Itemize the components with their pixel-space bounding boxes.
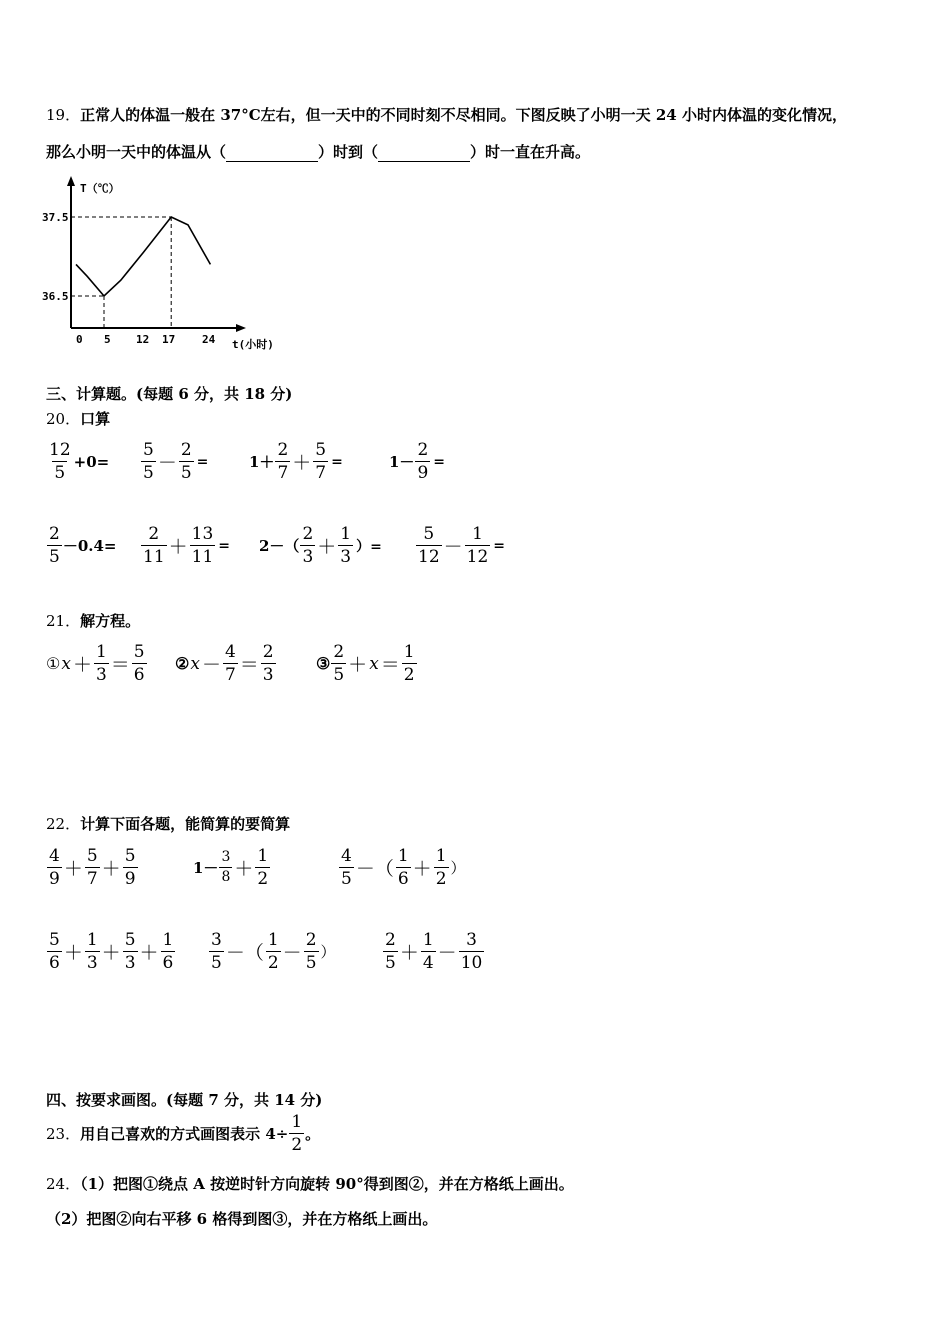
close-paren: ） xyxy=(450,859,466,877)
denominator: 6 xyxy=(49,953,60,973)
fraction xyxy=(190,524,216,567)
fraction xyxy=(338,524,353,567)
denominator: 2 xyxy=(267,953,279,973)
operator: －（ xyxy=(225,942,264,964)
numerator: 1 xyxy=(397,846,409,866)
denominator: 7 xyxy=(277,463,289,483)
operator: － xyxy=(157,452,177,474)
numerator: 1 xyxy=(435,846,447,866)
denominator: 11 xyxy=(143,547,165,567)
operator: － xyxy=(443,536,463,558)
q20-item-4 xyxy=(389,440,445,483)
operator: － xyxy=(437,942,457,964)
equals: ＝ xyxy=(110,654,130,676)
operator: ＋ xyxy=(399,942,419,964)
numerator: 1 xyxy=(257,846,269,866)
fraction xyxy=(459,930,485,973)
q20-number: 20． xyxy=(46,410,81,428)
denominator: 3 xyxy=(262,665,274,685)
numerator: 2 xyxy=(49,524,60,544)
q19-number: 19． xyxy=(46,106,81,124)
equals: ＝ xyxy=(239,654,259,676)
numerator: 1 xyxy=(162,930,174,950)
fraction xyxy=(47,930,62,973)
numerator: 4 xyxy=(49,846,60,866)
fraction xyxy=(47,440,73,483)
denominator: 12 xyxy=(466,547,489,567)
q21-title xyxy=(46,610,140,631)
numerator: 2 xyxy=(148,524,160,544)
chart-y-arrow xyxy=(67,176,75,186)
fraction xyxy=(85,930,100,973)
q20-title-text: 口算 xyxy=(80,410,111,428)
q21-title-text: 解方程。 xyxy=(80,612,141,630)
chart-x-arrow xyxy=(236,324,246,332)
operator: ＋ xyxy=(101,858,121,880)
numerator: 5 xyxy=(423,524,435,544)
denominator: 12 xyxy=(418,547,440,567)
denominator: 10 xyxy=(460,953,483,973)
q19-text-b: ）时到（ xyxy=(318,143,379,161)
fraction xyxy=(47,524,62,567)
operator: ＋ xyxy=(317,536,337,558)
denominator: 2 xyxy=(291,1135,303,1155)
denominator: 7 xyxy=(224,665,236,685)
q22-item-3 xyxy=(338,846,467,889)
q23-tail: 。 xyxy=(305,1125,321,1143)
numerator: 5 xyxy=(49,930,60,950)
numerator: 5 xyxy=(124,930,136,950)
denominator: 5 xyxy=(385,953,396,973)
denominator: 5 xyxy=(54,463,66,483)
q21-equation-1 xyxy=(46,642,148,685)
equals: = xyxy=(493,537,506,554)
fraction xyxy=(209,930,224,973)
equation-mark: ③ xyxy=(316,654,331,673)
denominator: 8 xyxy=(221,869,231,885)
numerator: 5 xyxy=(133,642,145,662)
operator: ＋ xyxy=(63,858,83,880)
suffix: ）= xyxy=(356,538,382,555)
section3-title: 三、计算题。(每题 6 分，共 18 分) xyxy=(46,385,293,403)
operator: ＋ xyxy=(139,942,159,964)
fraction xyxy=(47,846,62,889)
numerator: 4 xyxy=(341,846,352,866)
q22-item-2 xyxy=(193,846,271,889)
fraction xyxy=(219,849,232,886)
operator: － xyxy=(201,654,221,676)
denominator: 6 xyxy=(162,953,174,973)
operator: ＋ xyxy=(63,942,83,964)
denominator: 3 xyxy=(340,547,352,567)
denominator: 2 xyxy=(403,665,415,685)
numerator: 4 xyxy=(224,642,236,662)
numerator: 2 xyxy=(262,642,274,662)
denominator: 5 xyxy=(305,953,317,973)
numerator: 5 xyxy=(315,440,327,460)
denominator: 5 xyxy=(211,953,222,973)
denominator: 6 xyxy=(397,869,409,889)
operator: －（ xyxy=(355,858,394,880)
equation-mark: ① xyxy=(46,654,61,673)
numerator: 2 xyxy=(385,930,396,950)
denominator: 4 xyxy=(422,953,434,973)
denominator: 11 xyxy=(191,547,214,567)
denominator: 7 xyxy=(86,869,98,889)
numerator: 2 xyxy=(305,930,317,950)
chart-y-label: T（℃） xyxy=(80,182,120,195)
fraction xyxy=(331,642,346,685)
fraction xyxy=(255,846,270,889)
fraction xyxy=(275,440,290,483)
fraction xyxy=(85,846,100,889)
q24-line2: （2）把图②向右平移 6 格得到图③，并在方格纸上画出。 xyxy=(46,1210,438,1228)
fraction xyxy=(339,846,354,889)
operator: ＋ xyxy=(168,536,188,558)
operator: ＋ xyxy=(72,654,92,676)
q19-line2 xyxy=(46,141,590,162)
fraction xyxy=(416,524,442,567)
q24-line1 xyxy=(46,1173,574,1194)
denominator: 5 xyxy=(143,463,154,483)
tail: －0.4= xyxy=(62,537,117,555)
numerator: 5 xyxy=(86,846,98,866)
fraction xyxy=(402,642,417,685)
q24-number: 24． xyxy=(46,1175,81,1193)
fraction xyxy=(123,930,138,973)
q19-text-c: ）时一直在升高。 xyxy=(470,143,591,161)
denominator: 9 xyxy=(49,869,60,889)
chart-x-tick-1: 5 xyxy=(104,333,111,346)
denominator: 2 xyxy=(435,869,447,889)
numerator: 1 xyxy=(86,930,98,950)
denominator: 9 xyxy=(417,463,429,483)
numerator: 1 xyxy=(267,930,279,950)
equals: = xyxy=(331,453,343,470)
equals: = xyxy=(196,453,209,470)
q22-item-5 xyxy=(208,930,337,973)
fraction xyxy=(289,1112,304,1155)
fraction xyxy=(396,846,411,889)
chart-x-tick-0: 0 xyxy=(76,333,83,346)
fraction xyxy=(179,440,194,483)
q22-item-1 xyxy=(46,846,139,889)
numerator: 1 xyxy=(291,1112,303,1132)
numerator: 2 xyxy=(417,440,429,460)
fraction xyxy=(300,524,315,567)
numerator: 2 xyxy=(302,524,314,544)
fraction xyxy=(415,440,430,483)
body-temperature-chart xyxy=(40,170,280,360)
operator: ＋ xyxy=(234,858,254,880)
equals: = xyxy=(218,537,231,554)
variable: x xyxy=(369,653,379,674)
q19-blank-2[interactable] xyxy=(378,143,470,162)
numerator: 5 xyxy=(143,440,154,460)
chart-x-tick-4: 24 xyxy=(202,333,216,346)
numerator: 3 xyxy=(211,930,222,950)
q22-title xyxy=(46,813,290,834)
fraction xyxy=(304,930,319,973)
q23-line xyxy=(46,1112,320,1155)
denominator: 5 xyxy=(49,547,60,567)
q20-item-3 xyxy=(249,440,343,483)
fraction xyxy=(161,930,176,973)
q20-item-2 xyxy=(140,440,208,483)
operator: － xyxy=(282,942,302,964)
fraction xyxy=(261,642,276,685)
q20-item-5 xyxy=(46,524,117,567)
numerator: 13 xyxy=(191,524,214,544)
q22-title-text: 计算下面各题，能简算的要简算 xyxy=(80,815,291,833)
denominator: 3 xyxy=(95,665,107,685)
tail: +0= xyxy=(73,452,110,471)
q19-text-a: 那么小明一天中的体温从（ xyxy=(46,143,227,161)
equals: ＝ xyxy=(380,654,400,676)
numerator: 2 xyxy=(180,440,192,460)
q19-text-line1: 正常人的体温一般在 37°C左右，但一天中的不同时刻不尽相同。下图反映了小明一天 24 小时内体温的变化情况， xyxy=(80,106,847,124)
q22-item-6 xyxy=(382,930,485,973)
chart-x-tick-2: 12 xyxy=(136,333,150,346)
fraction xyxy=(132,642,147,685)
numerator: 1 xyxy=(422,930,434,950)
numerator: 2 xyxy=(333,642,345,662)
operator: ＋ xyxy=(348,654,368,676)
chart-x-tick-3: 17 xyxy=(162,333,176,346)
q24-text-line1: （1）把图①绕点 A 按逆时针方向旋转 90°得到图②，并在方格纸上画出。 xyxy=(80,1175,574,1193)
close-paren: ） xyxy=(320,943,336,961)
denominator: 7 xyxy=(315,463,327,483)
operator: ＋ xyxy=(101,942,121,964)
q23-number: 23． xyxy=(46,1125,81,1143)
fraction xyxy=(94,642,109,685)
fraction xyxy=(266,930,281,973)
q21-number: 21． xyxy=(46,612,81,630)
section4-title: 四、按要求画图。(每题 7 分，共 14 分) xyxy=(46,1091,323,1109)
chart-temperature-curve xyxy=(76,217,210,296)
q19-blank-1[interactable] xyxy=(226,143,318,162)
denominator: 5 xyxy=(333,665,345,685)
fraction xyxy=(313,440,328,483)
prefix: 1－ xyxy=(193,859,219,877)
chart-y-tick-0: 37.5 xyxy=(42,211,69,224)
numerator: 1 xyxy=(340,524,352,544)
numerator: 5 xyxy=(124,846,136,866)
q20-title xyxy=(46,408,110,429)
denominator: 3 xyxy=(302,547,314,567)
numerator: 3 xyxy=(466,930,477,950)
q20-item-8 xyxy=(415,524,505,567)
equals: = xyxy=(433,453,445,470)
operator: ＋ xyxy=(412,858,432,880)
denominator: 6 xyxy=(133,665,145,685)
fraction xyxy=(434,846,449,889)
fraction xyxy=(141,440,156,483)
fraction xyxy=(465,524,491,567)
denominator: 3 xyxy=(124,953,136,973)
fraction xyxy=(383,930,398,973)
numerator: 1 xyxy=(403,642,415,662)
fraction xyxy=(421,930,436,973)
q20-item-6 xyxy=(140,524,230,567)
denominator: 3 xyxy=(86,953,98,973)
q23-text: 用自己喜欢的方式画图表示 4÷ xyxy=(80,1125,289,1143)
q20-item-7 xyxy=(259,524,382,567)
numerator: 3 xyxy=(221,849,231,865)
q21-equation-3 xyxy=(316,642,418,685)
fraction xyxy=(223,642,238,685)
q22-number: 22． xyxy=(46,815,81,833)
numerator: 1 xyxy=(95,642,107,662)
operator: ＋ xyxy=(292,452,312,474)
numerator: 12 xyxy=(49,440,71,460)
chart-x-label: t(小时) xyxy=(232,338,274,351)
prefix: 1＋ xyxy=(249,453,275,471)
equation-mark: ② xyxy=(175,654,190,673)
q20-item-1 xyxy=(46,440,109,483)
variable: x xyxy=(190,653,200,674)
fraction xyxy=(141,524,167,567)
denominator: 5 xyxy=(180,463,192,483)
prefix: 2－（ xyxy=(259,537,300,555)
numerator: 2 xyxy=(277,440,289,460)
q21-equation-2 xyxy=(175,642,277,685)
q19-line1 xyxy=(46,104,847,125)
variable: x xyxy=(61,653,71,674)
prefix: 1－ xyxy=(389,453,415,471)
fraction xyxy=(123,846,138,889)
numerator: 1 xyxy=(472,524,483,544)
chart-y-tick-1: 36.5 xyxy=(42,290,69,303)
denominator: 2 xyxy=(257,869,269,889)
denominator: 5 xyxy=(341,869,352,889)
denominator: 9 xyxy=(124,869,136,889)
q22-item-4 xyxy=(46,930,176,973)
